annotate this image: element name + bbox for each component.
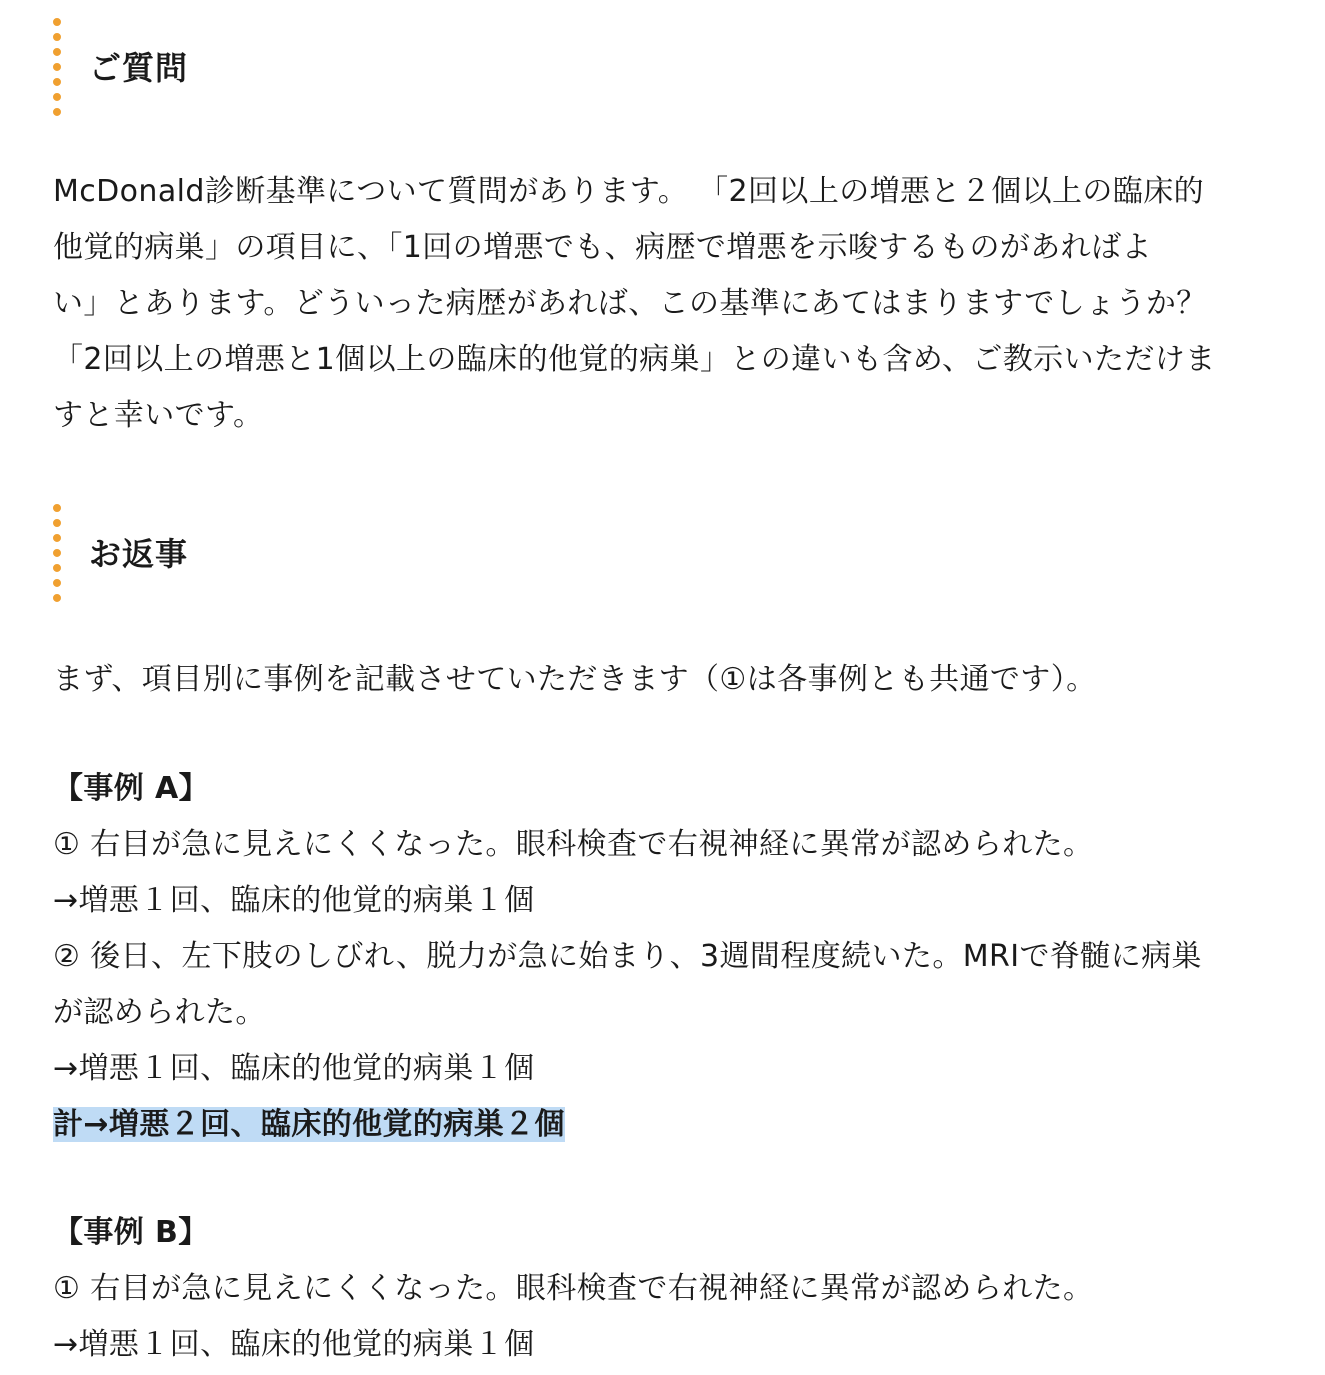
question-line: すと幸いです。	[53, 398, 264, 433]
question-line: 「2回以上の増悪と1個以上の臨床的他覚的病巣」との違いも含め、ご教示いただけま	[53, 342, 1216, 377]
case-a-line: ① 右目が急に見えにくくなった。眼科検査で右視神経に異常が認められた。	[53, 827, 1094, 862]
case-a	[53, 761, 1311, 1153]
case-a-line: が認められた。	[53, 995, 266, 1030]
case-a-line: →増悪１回、臨床的他覚的病巣１個	[53, 883, 535, 918]
question-line: 他覚的病巣」の項目に、「1回の増悪でも、病歴で増悪を示唆するものがあればよ	[53, 230, 1152, 265]
case-b-line: →増悪１回、臨床的他覚的病巣１個	[53, 1327, 535, 1362]
case-a-title: 【事例 A】	[53, 771, 210, 806]
case-a-total	[53, 1097, 1311, 1153]
case-b-line: ① 右目が急に見えにくくなった。眼科検査で右視神経に異常が認められた。	[53, 1271, 1094, 1306]
answer-intro: まず、項目別に事例を記載させていただきます（①は各事例とも共通です）。	[53, 662, 1097, 697]
question-line: McDonald診断基準について質問があります。 「2回以上の増悪と２個以上の臨床的	[53, 174, 1205, 209]
case-b	[53, 1205, 1311, 1373]
case-a-line: ② 後日、左下肢のしびれ、脱力が急に始まり、3週間程度続いた。MRIで脊髄に病巣	[53, 939, 1202, 974]
question-body	[53, 164, 1311, 444]
question-heading-text: ご質問	[89, 49, 189, 88]
question-heading	[53, 18, 653, 116]
answer-heading-text: お返事	[89, 535, 189, 574]
case-a-line: →増悪１回、臨床的他覚的病巣１個	[53, 1051, 535, 1086]
case-b-title: 【事例 B】	[53, 1215, 209, 1250]
answer-heading	[53, 504, 653, 602]
question-line: い」とあります。どういった病歴があれば、この基準にあてはまりますでしょうか？	[53, 286, 1207, 321]
case-a-total-highlight: 計→増悪２回、臨床的他覚的病巣２個	[53, 1107, 565, 1142]
